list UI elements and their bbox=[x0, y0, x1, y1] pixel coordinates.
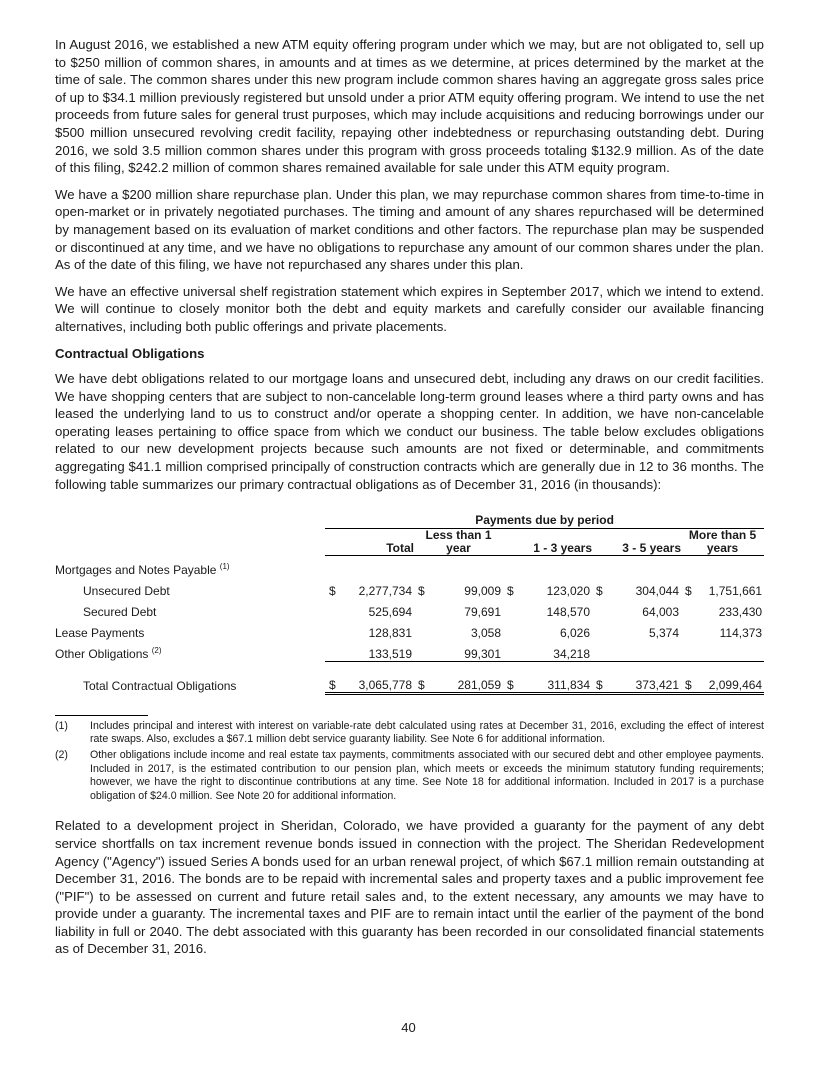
row-label-lease-payments: Lease Payments bbox=[55, 625, 145, 640]
cell-value: 233,430 bbox=[718, 604, 763, 619]
contractual-obligations-table bbox=[55, 507, 764, 695]
table-total-row: Total Contractual Obligations $ 3,065,778 $ 281,059 $ 311,834 $ 373,421 $ 2,099,464 bbox=[55, 661, 764, 693]
cell-value: 114,373 bbox=[719, 625, 763, 640]
cell-value: 79,691 bbox=[464, 604, 501, 619]
cell-value: 525,694 bbox=[368, 604, 412, 619]
cell-value: 99,009 bbox=[464, 583, 501, 598]
footnote-2: (2) Other obligations include income and real estate tax payments, commitments associated with our secured debt and other employee payments. Included in 2017, is the estimated contribution to our pension plan, which meets or exceeds the minimum statutory funding requirements; however, we have the right to discontinue contributions at any time. See Note 18 for additional information. Included in 2017 is a purchase obligation of $24.0 million. See Note 20 for additional information. bbox=[55, 748, 764, 802]
footnote-divider bbox=[55, 715, 148, 716]
table-row bbox=[55, 640, 764, 662]
table-row bbox=[55, 555, 764, 577]
cell-value: 2,099,464 bbox=[693, 661, 764, 693]
period-header: Payments due by period bbox=[325, 507, 764, 528]
cell-value: 304,044 bbox=[635, 583, 679, 598]
document-page bbox=[55, 36, 764, 967]
cell-value bbox=[693, 640, 764, 662]
cell-value: 64,003 bbox=[642, 604, 679, 619]
cell-value: 3,058 bbox=[470, 625, 501, 640]
row-label-secured-debt: Secured Debt bbox=[83, 604, 157, 619]
cell-value: 2,277,734 bbox=[358, 583, 412, 598]
cell-value: 34,218 bbox=[515, 640, 592, 662]
row-label-total: Total Contractual Obligations bbox=[83, 679, 237, 694]
footnote-1: (1) Includes principal and interest with interest on variable-rate debt calculated using rates at December 31, 2016, excluding the effect of interest rate swaps. Also, excludes a $67.1 million debt service guaranty liability. See Note 6 for additional information. bbox=[55, 719, 764, 746]
table-row bbox=[55, 598, 764, 619]
column-header-3-5-years: 3 - 5 years bbox=[592, 528, 681, 555]
cell-value: 148,570 bbox=[546, 604, 590, 619]
cell-value: 128,831 bbox=[368, 625, 412, 640]
paragraph-atm-program: In August 2016, we established a new ATM equity offering program under which we may, but are not obligated to, sell up to $250 million of common shares, in amounts and at times as we determine, at prices determined by the market at the time of sale. The common shares under this new program include common shares having an aggregate gross sales price of up to $34.1 million previously registered but unsold under a prior ATM equity offering program. We intend to use the net proceeds from future sales for general trust purposes, which may include acquisitions and reducing borrowings under our $500 million unsecured revolving credit facility, repaying other indebtedness or repurchasing outstanding debt. During 2016, we sold 3.5 million common shares under this program with gross proceeds totaling $132.9 million. As of the date of this filing, $242.2 million of common shares remained available for sale under this ATM equity program. bbox=[55, 37, 764, 176]
cell-value: 133,519 bbox=[337, 640, 414, 662]
paragraph-shelf-registration: We have an effective universal shelf registration statement which expires in September 2017, which we intend to extend. We will continue to closely monitor both the debt and equity markets and carefully consider our available financing alternatives, including both public offerings and private placements. bbox=[55, 283, 764, 334]
cell-value: 123,020 bbox=[546, 583, 590, 598]
row-label-unsecured-debt: Unsecured Debt bbox=[83, 583, 170, 598]
column-header-less-than-1-year: Less than 1 year bbox=[414, 528, 503, 555]
cell-value: 373,421 bbox=[604, 661, 681, 693]
page-number: 40 bbox=[401, 1020, 416, 1035]
table-period-header-row bbox=[55, 507, 764, 528]
cell-value: 5,374 bbox=[648, 625, 679, 640]
column-header-total: Total bbox=[325, 528, 414, 555]
cell-value: 281,059 bbox=[426, 661, 503, 693]
paragraph-sheridan-guaranty: Related to a development project in Sheridan, Colorado, we have provided a guaranty for the payment of any debt service shortfalls on tax increment revenue bonds issued in connection with the project. The Sheridan Redevelopment Agency ("Agency") issued Series A bonds used for an urban renewal project, of which $67.1 million remain outstanding at December 31, 2016. The bonds are to be repaid with incremental sales and property taxes and a public improvement fee ("PIF") to be assessed on current and future retail sales and, to the extent necessary, any amounts we may have to provide under a guaranty. The incremental taxes and PIF are to remain intact until the earlier of the payment of the bond liability in full or 2040. The debt associated with this guaranty has been recorded in our consolidated financial statements as of December 31, 2016. bbox=[55, 818, 764, 957]
cell-value: 3,065,778 bbox=[337, 661, 414, 693]
table-row bbox=[55, 619, 764, 640]
cell-value: 99,301 bbox=[426, 640, 503, 662]
table-column-header-row bbox=[55, 528, 764, 555]
cell-value bbox=[604, 640, 681, 662]
section-heading: Contractual Obligations bbox=[55, 345, 205, 361]
column-header-1-3-years: 1 - 3 years bbox=[503, 528, 592, 555]
row-label-other-obligations: Other Obligations $^{(2)}$ bbox=[55, 646, 162, 662]
paragraph-repurchase-plan: We have a $200 million share repurchase plan. Under this plan, we may repurchase common shares from time-to-time in open-market or in privately negotiated purchases. The timing and amount of any shares repurchased will be determined by management based on its evaluation of market conditions and other factors. The repurchase plan may be suspended or discontinued at any time, and we have no obligations to repurchase any amount of our common shares under the plan. As of the date of this filing, we have not repurchased any shares under this plan. bbox=[55, 186, 764, 273]
row-label-mortgages: Mortgages and Notes Payable $^{(1)}$ bbox=[55, 561, 230, 577]
cell-value: 1,751,661 bbox=[708, 583, 763, 598]
column-header-more-than-5-years: More than 5 years bbox=[681, 528, 764, 555]
paragraph-contractual-obligations: We have debt obligations related to our mortgage loans and unsecured debt, including any draws on our credit facilities. We have shopping centers that are subject to non-cancelable long-term ground leases where a third party owns and has leased the underlying land to us to construct and/or operate a shopping center. In addition, we have non-cancelable operating leases pertaining to office space from which we conduct our business. The table below excludes obligations related to our new development projects because such amounts are not fixed or determinable, and commitments aggregating $41.1 million comprised principally of construction contracts which are generally due in 12 to 36 months. The following table summarizes our primary contractual obligations as of December 31, 2016 (in thousands): bbox=[55, 371, 764, 492]
cell-value: 6,026 bbox=[559, 625, 590, 640]
cell-value: 311,834 bbox=[515, 661, 592, 693]
table-row: Unsecured Debt $ 2,277,734 $ 99,009 $ 123,020 $ 304,044 $ 1,751,661 bbox=[55, 577, 764, 598]
